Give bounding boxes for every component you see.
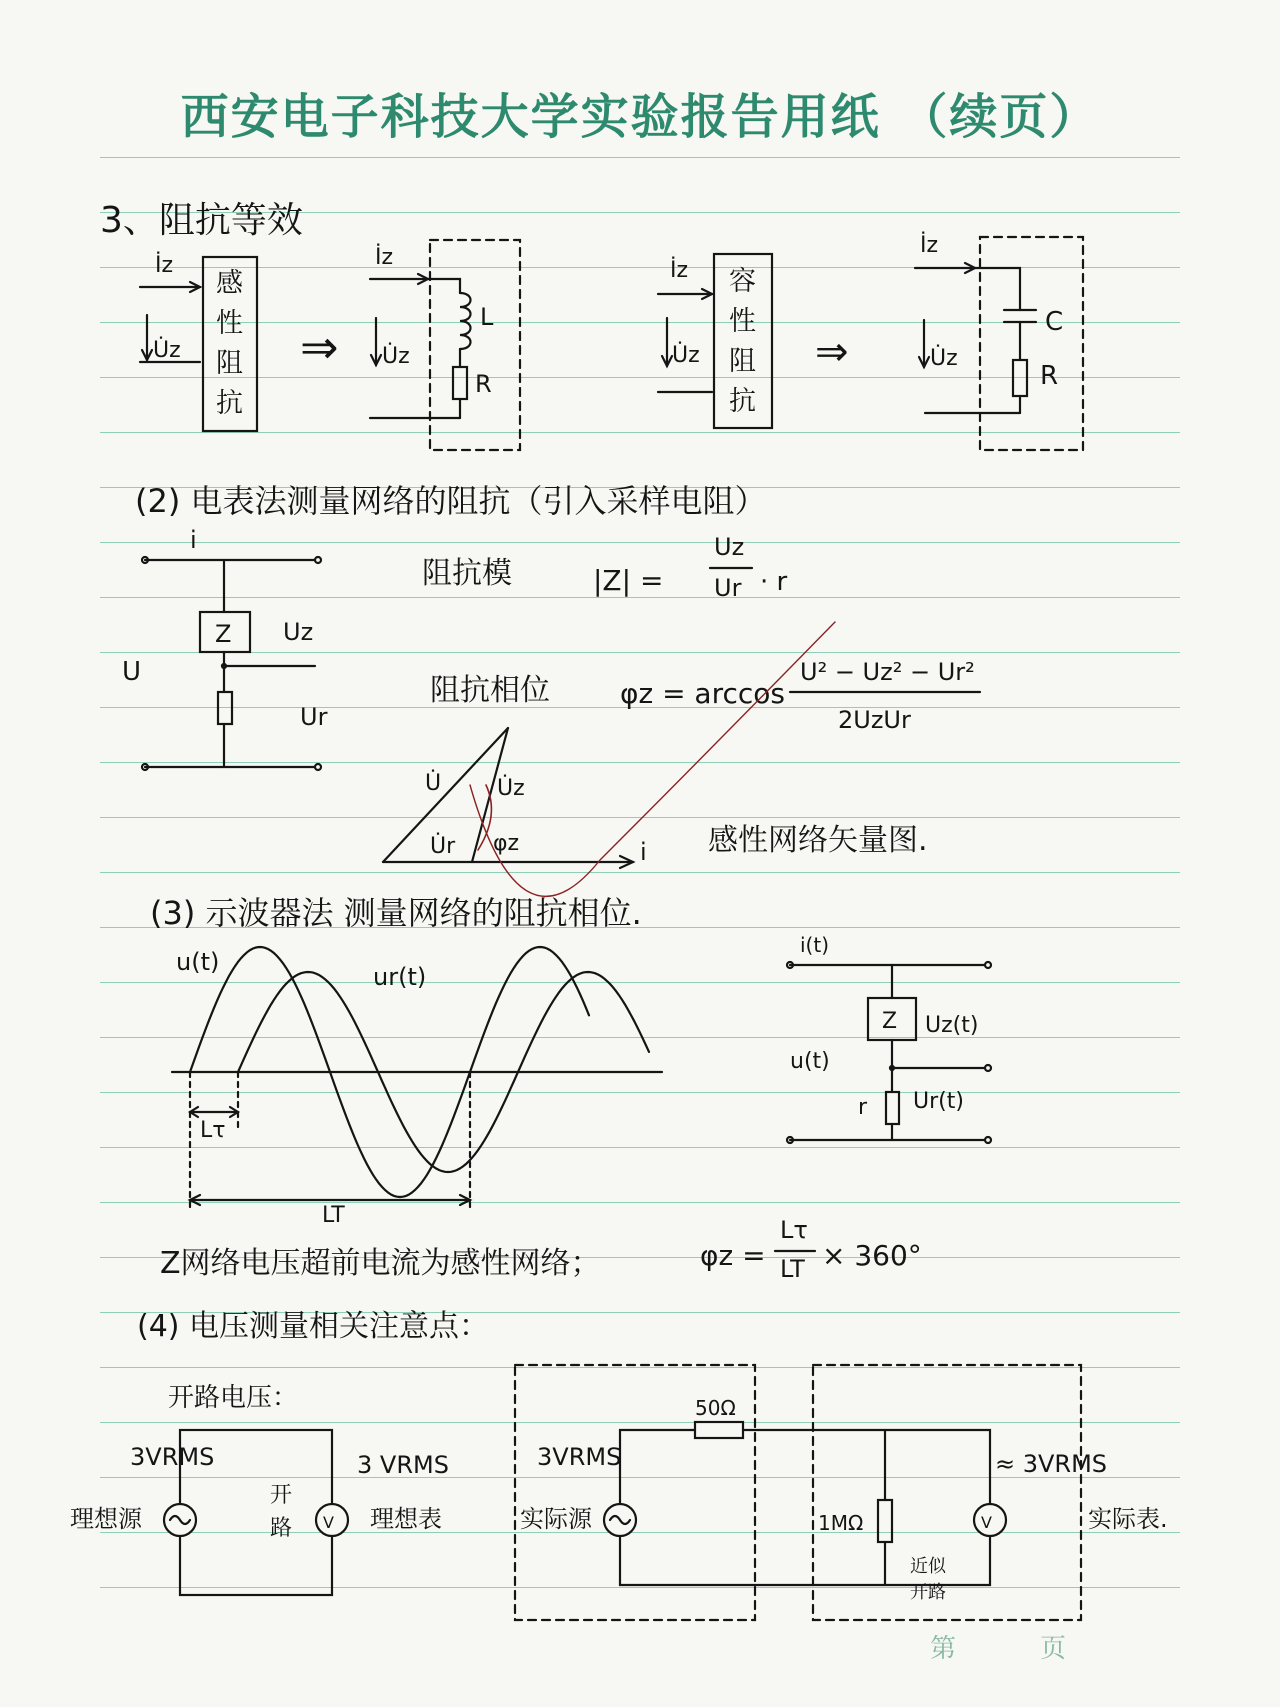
equivalence-arrow: ⇒ (300, 320, 339, 374)
current-label: İz (670, 258, 689, 283)
voltage-label: U̇z (930, 346, 958, 371)
capacitor-label: C (1045, 307, 1064, 337)
r50-label: 50Ω (695, 1396, 736, 1420)
real-source-label: 实际源 (520, 1505, 592, 1533)
page-title: 西安电子科技大学实验报告用纸 （续页） (180, 89, 1100, 145)
section-3b-heading: (3) 示波器法 测量网络的阻抗相位. (150, 894, 642, 932)
capacitive-impedance-block (658, 254, 772, 428)
approx-open-char: 近似 (910, 1556, 946, 1577)
u-wave-label: u(t) (176, 948, 220, 976)
phasor-caption: 感性网络矢量图. (708, 823, 928, 858)
meter-v: V (323, 1513, 334, 1532)
voltage-label: U̇z (382, 344, 410, 369)
box-char: 性 (216, 308, 243, 339)
box-char: 性 (729, 306, 756, 337)
phase-formula-num: Lτ (780, 1216, 808, 1244)
phasor-u: U̇ (425, 771, 442, 796)
oscilloscope-circuit (787, 933, 991, 1143)
modulus-tail: · r (760, 567, 788, 597)
real-meter-label: 实际表. (1088, 1505, 1168, 1533)
phase-numerator: U² − Uz² − Ur² (800, 658, 975, 686)
sampling-resistor-circuit (122, 526, 328, 770)
resistor-label: R (1040, 361, 1059, 391)
meter-v: V (981, 1513, 992, 1532)
current-label: İz (920, 233, 939, 258)
voltage-label: U̇z (672, 343, 700, 368)
inductor-label: L (480, 303, 494, 331)
conclusion-text: Z网络电压超前电流为感性网络； (160, 1246, 601, 1281)
box-char: 阻 (216, 348, 243, 379)
uz-label: Uz (283, 618, 314, 646)
lt-label: LT (322, 1203, 345, 1228)
modulus-denominator: Ur (714, 574, 742, 602)
current-label: İz (155, 253, 174, 278)
box-char: 容 (729, 266, 756, 297)
current-label: i (190, 526, 197, 554)
modulus-label: 阻抗模 (422, 556, 512, 591)
ur-label: Ur (300, 703, 328, 731)
voltage-label: U̇z (153, 338, 181, 363)
v3-left-label: 3VRMS (130, 1443, 215, 1471)
waveform-plot (172, 947, 662, 1228)
u-label: U (122, 657, 142, 687)
r1m-label: 1MΩ (818, 1511, 864, 1535)
footer-ye: 页 (1040, 1634, 1067, 1664)
equivalence-arrow: ⇒ (815, 329, 849, 375)
open-char: 开 (270, 1483, 293, 1508)
phasor-i: i (640, 838, 647, 866)
phasor-uz: U̇z (497, 776, 525, 801)
approx-open-char: 开路 (910, 1582, 946, 1603)
uzt-label: Uz(t) (925, 1013, 979, 1038)
real-source-circuit (515, 1365, 1168, 1620)
approx-v-label: ≈ 3VRMS (995, 1450, 1108, 1478)
page-footer (930, 1628, 1150, 1665)
v3-mid-label: 3 VRMS (357, 1451, 449, 1479)
ideal-source-label: 理想源 (70, 1505, 142, 1533)
resistor-label: R (475, 370, 492, 398)
section-2-heading: (2) 电表法测量网络的阻抗（引入采样电阻） (135, 482, 767, 520)
box-char: 抗 (216, 388, 243, 419)
phase-formula: φz = arccos (620, 677, 785, 710)
modulus-numerator: Uz (714, 533, 745, 561)
modulus-formula: |Z| = (593, 564, 664, 597)
rc-equivalent-circuit (915, 232, 1083, 450)
ut-label: u(t) (790, 1049, 830, 1074)
current-label: İz (375, 245, 394, 270)
section-3-heading: 3、阻抗等效 (100, 200, 303, 241)
phase-formula-den: LT (780, 1255, 805, 1283)
it-label: i(t) (800, 933, 830, 957)
open-circuit-title: 开路电压： (168, 1383, 299, 1413)
ideal-source-circuit (70, 1430, 449, 1595)
inductive-impedance-block (140, 252, 257, 431)
phasor-ur: U̇r (430, 834, 456, 859)
impedance-label: Z (215, 620, 232, 648)
box-char: 感 (216, 268, 243, 299)
v3-real-label: 3VRMS (537, 1443, 622, 1471)
lr-equivalent-circuit (370, 240, 520, 450)
phase-formula-lhs: φz = (700, 1239, 766, 1272)
phase-label: 阻抗相位 (430, 673, 550, 708)
box-char: 阻 (729, 346, 756, 377)
ltau-label: Lτ (200, 1118, 226, 1143)
ur-wave-label: ur(t) (373, 963, 427, 991)
section-4-heading: (4) 电压测量相关注意点： (137, 1309, 490, 1344)
phasor-phi: φz (493, 831, 520, 856)
open-char: 路 (270, 1516, 293, 1541)
footer-di: 第 (930, 1634, 957, 1664)
r-label: r (858, 1095, 868, 1120)
phase-denominator: 2UzUr (838, 706, 911, 734)
z-label: Z (882, 1009, 898, 1034)
phase-formula-tail: × 360° (822, 1239, 922, 1272)
ideal-meter-label: 理想表 (370, 1505, 442, 1533)
box-char: 抗 (729, 386, 756, 417)
urt-label: Ur(t) (913, 1089, 964, 1114)
